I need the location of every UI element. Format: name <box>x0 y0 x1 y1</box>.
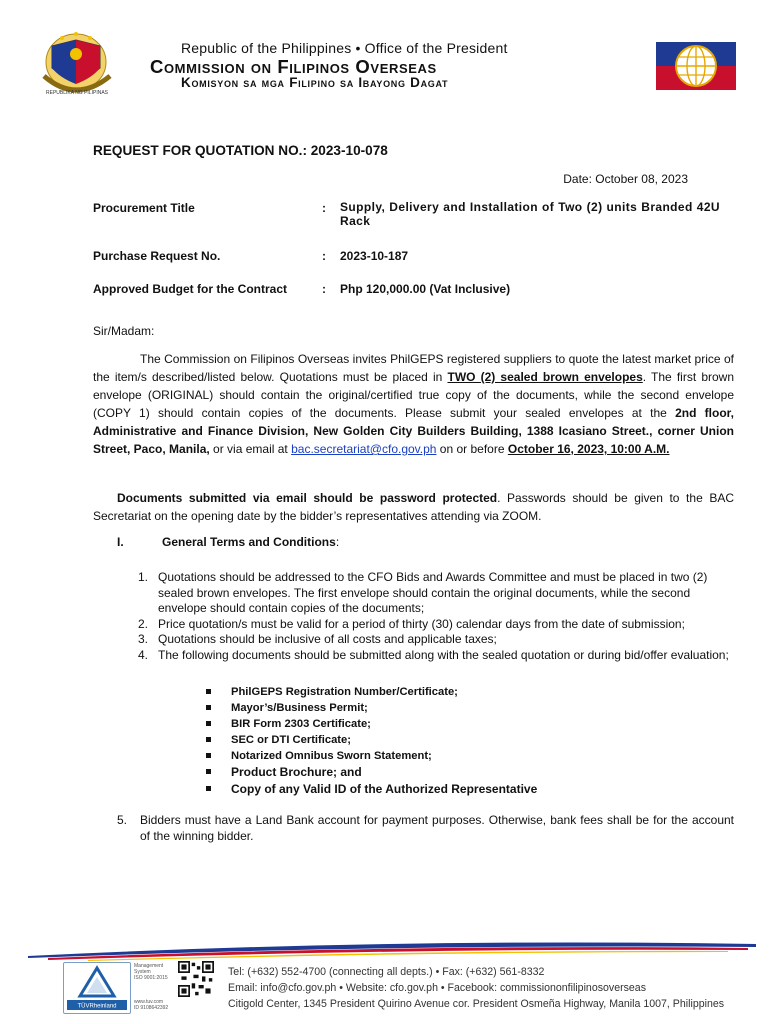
list-item: Product Brochure; and <box>206 764 537 781</box>
paragraph-invitation: The Commission on Filipinos Overseas invites PhilGEPS registered suppliers to quote the latest market price of the item/s described/listed below. Quotations must be placed in TWO (2) sealed brown envelopes. The first brown envelope (ORIGINAL) should contain the original/certified true copy of the documents, while the second envelope (COPY 1) should contain copies of the documents. Please submit your sealed envelopes at the 2nd floor, Administrative and Finance Division, New Golden City Builders Building, 1388 Icasiano Street., corner Union Street, Paco, Manila, or via email at bac.secretariat@cfo.gov.ph on or before October 16, 2023, 10:00 A.M. <box>93 352 735 456</box>
svg-text:TÜVRheinland: TÜVRheinland <box>77 1003 117 1010</box>
philippine-seal-logo <box>30 26 126 98</box>
bullet-icon <box>206 721 211 726</box>
header-line-1: Republic of the Philippines • Office of the President <box>181 40 508 56</box>
bullet-icon <box>206 786 211 791</box>
abc-value: Php 120,000.00 (Vat Inclusive) <box>340 282 511 296</box>
rfq-title: REQUEST FOR QUOTATION NO.: 2023-10-078 <box>93 143 388 158</box>
bullet-icon <box>206 737 211 742</box>
list-item: 5. Bidders must have a Land Bank account for payment purposes. Otherwise, bank fees shall be for the account of the winning bidder. <box>117 813 734 843</box>
bullet-icon <box>206 705 211 710</box>
procurement-title-value: Supply, Delivery and Installation of Two (2) units Branded 42U Rack <box>340 200 720 228</box>
purchase-request-colon: : <box>322 249 326 263</box>
svg-text:REPUBLIKA NG PILIPINAS: REPUBLIKA NG PILIPINAS <box>46 90 108 96</box>
abc-colon: : <box>322 282 326 296</box>
tuv-triangle-icon <box>64 963 130 1013</box>
terms-list <box>138 570 734 663</box>
agency-name: Commission on Filipinos Overseas <box>150 56 437 77</box>
document-date: Date: October 08, 2023 <box>563 172 688 186</box>
bac-email-link[interactable]: bac.secretariat@cfo.gov.ph <box>291 442 437 456</box>
footer-address-line: Citigold Center, 1345 President Quirino Avenue cor. President Osmeña Highway, Manila 1007, Philippines <box>228 998 725 1010</box>
bullet-icon <box>206 769 211 774</box>
list-item: PhilGEPS Registration Number/Certificate; <box>206 684 537 700</box>
footer-swoosh-decoration <box>28 936 756 962</box>
agency-name-filipino: Komisyon sa mga Filipino sa Ibayong Dagat <box>181 75 449 90</box>
procurement-title-colon: : <box>322 201 326 215</box>
bullet-icon <box>206 753 211 758</box>
footer-contact-line: Tel: (+632) 552-4700 (connecting all depts.) • Fax: (+632) 561-8332 <box>228 966 545 978</box>
list-item: Notarized Omnibus Sworn Statement; <box>206 748 537 764</box>
list-item: 2. Price quotation/s must be valid for a period of thirty (30) calendar days from the date of submission; <box>138 616 685 631</box>
abc-label: Approved Budget for the Contract <box>93 282 287 296</box>
bullet-icon <box>206 689 211 694</box>
list-item: 3. Quotations should be inclusive of all costs and applicable taxes; <box>138 632 497 646</box>
tuv-certification-badge <box>63 962 131 1014</box>
list-item: Mayor’s/Business Permit; <box>206 700 537 716</box>
purchase-request-value: 2023-10-187 <box>340 249 409 263</box>
salutation: Sir/Madam: <box>93 324 155 338</box>
footer-email-line: Email: info@cfo.gov.ph • Website: cfo.gov.ph • Facebook: commissiononfilipinosoverseas <box>228 982 646 994</box>
list-item: BIR Form 2303 Certificate; <box>206 716 537 732</box>
qr-code-icon <box>178 961 214 997</box>
paragraph-password: Documents submitted via email should be password protected. Passwords should be given to the BAC Secretariat on the opening date by the bidder’s representatives attending via ZOOM. <box>93 491 734 523</box>
list-item: Copy of any Valid ID of the Authorized Representative <box>206 781 537 798</box>
iso-certification-text: Management System ISO 9001:2015 www.tuv.com ID 9108642392 <box>134 963 169 1011</box>
purchase-request-label: Purchase Request No. <box>93 249 221 263</box>
list-item: 1. Quotations should be addressed to the CFO Bids and Awards Committee and must be placed in two (2) sealed brown envelopes. The first envelope should contain the original documents, while the second envelope should contain copies of the documents; <box>138 570 708 615</box>
section-number: I. <box>117 535 124 549</box>
cfo-logo <box>656 42 736 90</box>
section-title: General Terms and Conditions: <box>162 535 340 549</box>
list-item: 4. The following documents should be submitted along with the sealed quotation or during bid/offer evaluation; <box>138 647 729 662</box>
list-item: SEC or DTI Certificate; <box>206 732 537 748</box>
required-documents-list <box>206 684 537 798</box>
procurement-title-label: Procurement Title <box>93 201 195 215</box>
